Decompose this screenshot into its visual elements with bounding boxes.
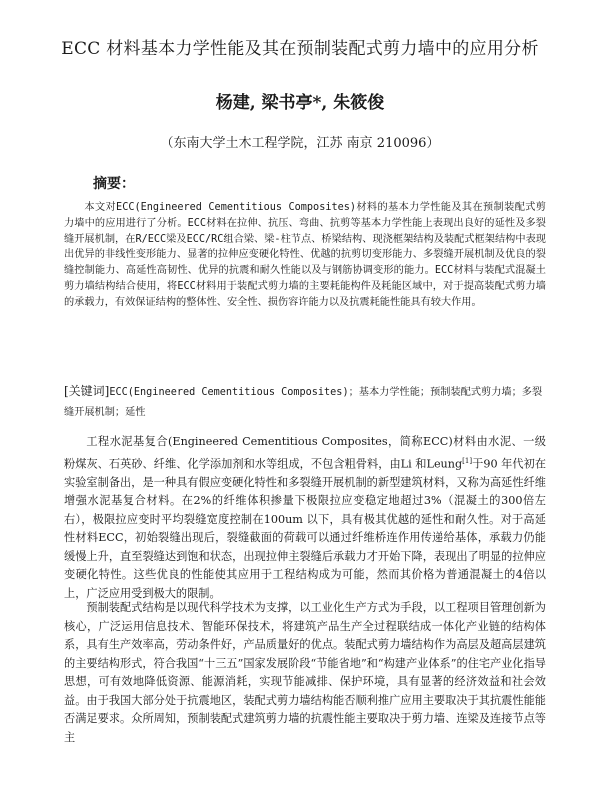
author-list: 杨建, 梁书亭*, 朱筱俊 bbox=[215, 93, 385, 113]
body-paragraph-1 bbox=[64, 433, 546, 603]
keywords-text: ECC(Engineered Cementitious Composites)；基本力学性能；预制装配式剪力墙；多裂缝开展机制；延性 bbox=[64, 387, 543, 418]
paragraph-1-part-a: 工程水泥基复合(Engineered Cementitious Composites，简称ECC)材料由水泥、一级粉煤灰、石英砂、纤维、化学添加剂和水等组成，不包含粗骨料，由Li 和Leung bbox=[64, 435, 546, 471]
abstract-label: 摘要： bbox=[93, 176, 135, 192]
body-paragraph-2: 预制装配式结构是以现代科学技术为支撑，以工业化生产方式为手段，以工程项目管理创新为核心，广泛运用信息技术、智能环保技术，将建筑产品生产全过程联结成一体化产业链的结构体系，具有生产效率高，劳动条件好，产品质量好的优点。装配式剪力墙结构作为高层及超高层建筑的主要结构形式，符合我国“十三五”国家发展阶段“节能省地”和“构建产业体系”的住宅产业化指导思想，可有效地降低资源、能源消耗，实现节能减排、保护环境，具有显著的经济效益和社会效益。由于我国大部分处于抗震地区，装配式剪力墙结构能否顺利推广应用主要取决于其抗震性能能否满足要求。众所周知，预制装配式建筑剪力墙的抗震性能主要取决于剪力墙、连梁及连接节点等主 bbox=[64, 601, 546, 744]
paragraph-1-part-b: 于90 年代初在实验室制备出，是一种具有假应变硬化特性和多裂缝开展机制的新型建筑材料，又称为高延性纤维增强水泥基复合材料。在2%的纤维体积掺量下极限拉应变稳定地超过3%（混凝土的300倍左右），极限拉应变时平均裂缝宽度控制在100um 以下，具有极其优越的延性和耐久性。对于高延性材料ECC，初始裂缝出现后，裂缝截面的荷载可以通过纤维桥连作用传递给基体，承载力仍能缓慢上升，直至裂缝达到饱和状态，出现拉伸主裂缝后承载力才开始下降，表现出了明显的拉伸应变硬化特性。这些优良的性能使其应用于工程结构成为可能，然而其价格为普通混凝土的4倍以上，广泛应用受到极大的限制。 bbox=[64, 457, 547, 600]
keywords-label: [关键词] bbox=[64, 384, 110, 398]
citation-ref: [1] bbox=[462, 456, 473, 465]
paper-title: ECC 材料基本力学性能及其在预制装配式剪力墙中的应用分析 bbox=[61, 39, 539, 59]
keywords bbox=[64, 381, 546, 423]
affiliation: （东南大学土木工程学院，江苏 南京 210096） bbox=[160, 136, 440, 151]
abstract-text: 本文对ECC(Engineered Cementitious Composites)材料的基本力学性能及其在预制装配式剪力墙中的应用进行了分析。ECC材料在拉伸、抗压、弯曲、抗剪等基本力学性能上表现出良好的延性及多裂缝开展机制，在R/ECC梁及ECC/RC组合梁、梁-柱节点、桥梁结构、现浇框架结构及装配式框架结构中表现出优异的非线性变形能力、显著的拉伸应变硬化特性、优越的抗剪切变形能力、多裂缝开展机制及优良的裂缝控制能力、高延性高韧性、优异的抗震和耐久性能以及与钢筋协调变形的能力。ECC材料与装配式混凝土剪力墙结构结合使用，将ECC材料用于装配式剪力墙的主要耗能构件及耗能区域中，对于提高装配式剪力墙的承载力，有效保证结构的整体性、安全性、损伤容许能力以及抗震耗能性能具有较大作用。 bbox=[64, 202, 546, 308]
